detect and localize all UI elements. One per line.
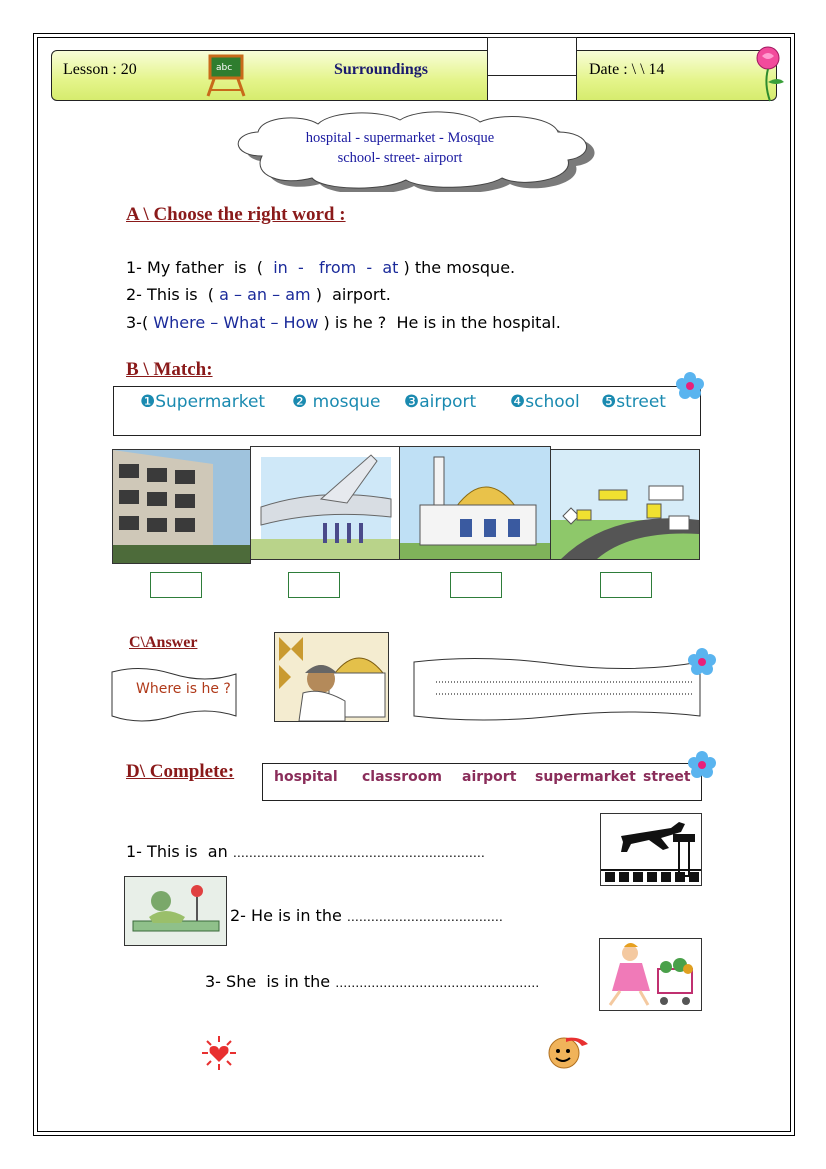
airport-image [250,446,401,560]
vocab-line-2: school- street- airport [337,150,463,166]
answer-banner[interactable] [410,656,704,724]
hospital-patient-image [124,876,227,946]
heart-sun-icon [200,1034,238,1072]
answer-box-4[interactable] [600,572,652,598]
sentence-a3: 3-( Where – What – How ) is he ? He is in the hospital. [126,313,561,332]
complete-word-5: street [643,769,691,785]
section-c-title: C\Answer [129,634,198,651]
match-word-4: ❹school [510,392,580,412]
match-word-2: ❷ mosque [292,392,381,412]
chalkboard-icon [204,52,250,98]
match-word-1: ❶Supermarket [140,392,266,412]
flower-icon [688,648,716,676]
sentence-d2: 2- He is in the ………………………………… [230,906,503,925]
section-a-title: A \ Choose the right word : [126,204,346,225]
svg-text:abc: abc [216,63,233,73]
man-in-mosque-image [274,632,389,722]
street-image [550,449,700,560]
supermarket-shopper-image [599,938,702,1011]
complete-word-4: supermarket [535,769,636,785]
blank-d1[interactable]: ……………………………………………………… [232,846,485,860]
mosque-image [399,446,551,560]
grade-box [487,37,577,101]
sentence-a1: 1- My father is ( in - from - at ) the mosque. [126,258,516,277]
answer-box-3[interactable] [450,572,502,598]
options-a2[interactable]: a – an – am [219,285,316,304]
sentence-a2: 2- This is ( a – an – am ) airport. [126,285,391,304]
answer-box-1[interactable] [150,572,202,598]
match-word-5: ❺street [601,392,666,412]
smiley-icon [546,1034,592,1070]
section-d-title: D\ Complete: [126,761,235,782]
question-text: Where is he ? [136,681,231,697]
answer-box-2[interactable] [288,572,340,598]
options-a1[interactable]: in - from - at [268,258,404,277]
flower-icon [688,751,716,779]
airplane-image [600,813,702,886]
complete-word-1: hospital [274,769,338,785]
rose-icon [748,44,790,104]
options-a3[interactable]: Where – What – How [153,313,324,332]
worksheet-title: Surroundings [334,61,428,78]
lesson-number: Lesson : 20 [63,61,137,78]
section-b-title: B \ Match: [126,359,213,380]
sentence-d3: 3- She is in the …………………………………………… [205,972,540,991]
complete-word-3: airport [462,769,517,785]
blank-d2[interactable]: ………………………………… [346,910,503,924]
flower-icon [676,372,704,400]
vocab-line-1: hospital - supermarket - Mosque [305,130,495,146]
header-bar [51,50,777,101]
school-building-image [112,449,251,564]
blank-d3[interactable]: …………………………………………… [335,976,540,990]
sentence-d1: 1- This is an ……………………………………………………… [126,842,485,861]
match-word-3: ❸airport [404,392,477,412]
date-field: Date : \ \ 14 [589,61,665,78]
complete-word-2: classroom [362,769,442,785]
